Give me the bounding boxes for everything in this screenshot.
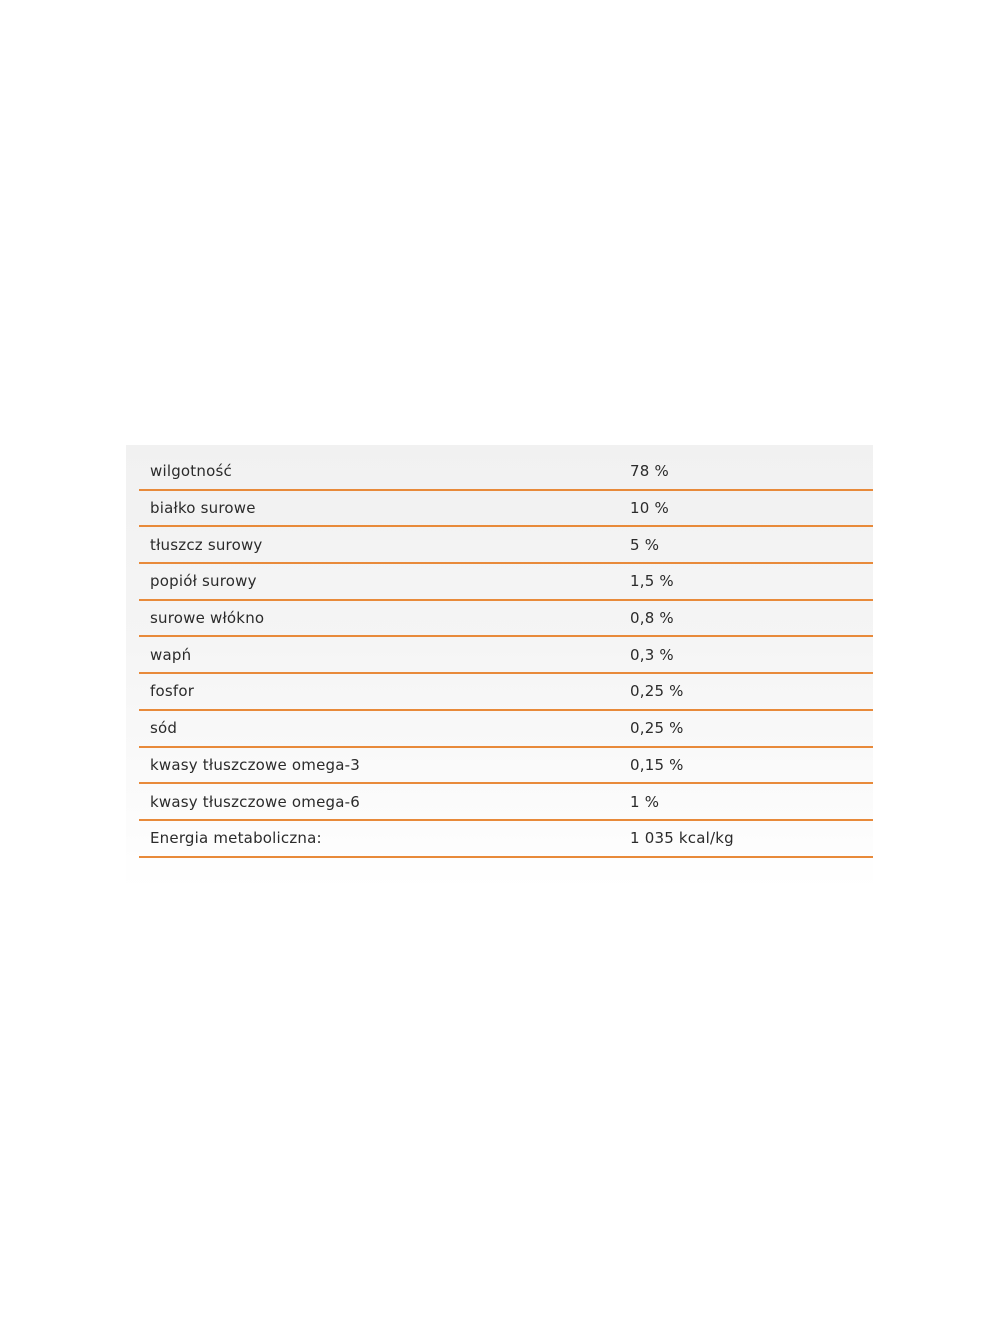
table-row (139, 784, 873, 821)
nutrient-value: 0,25 % (630, 682, 684, 701)
nutrient-name: tłuszcz surowy (150, 535, 263, 554)
nutrient-value: 10 % (630, 499, 669, 518)
nutrient-value: 0,3 % (630, 645, 674, 664)
table-row (139, 674, 873, 711)
table-row (139, 711, 873, 748)
nutrient-value: 5 % (630, 535, 660, 554)
nutrient-name: fosfor (150, 682, 195, 701)
nutrient-name: surowe włókno (150, 609, 265, 628)
nutrient-value: 1,5 % (630, 572, 674, 591)
nutrient-value: 0,15 % (630, 755, 684, 774)
nutrient-name: wapń (150, 645, 192, 664)
nutrient-name: Energia metaboliczna: (150, 829, 322, 848)
nutrient-name: popiół surowy (150, 572, 257, 591)
nutrient-value: 1 % (630, 792, 660, 811)
table-row (139, 601, 873, 638)
nutrient-name: sód (150, 719, 178, 738)
nutrient-value: 0,25 % (630, 719, 684, 738)
table-row (139, 821, 873, 858)
table-row (139, 748, 873, 785)
nutrient-name: wilgotność (150, 462, 232, 481)
table-row (139, 491, 873, 528)
nutrient-value: 1 035 kcal/kg (630, 829, 734, 848)
table-row (139, 637, 873, 674)
table-row (139, 527, 873, 564)
nutrient-value: 78 % (630, 462, 669, 481)
table-row (139, 564, 873, 601)
table-row (139, 454, 873, 491)
nutrient-value: 0,8 % (630, 609, 674, 628)
nutrition-table (139, 454, 873, 858)
nutrient-name: białko surowe (150, 499, 256, 518)
nutrient-name: kwasy tłuszczowe omega-3 (150, 755, 360, 774)
nutrient-name: kwasy tłuszczowe omega-6 (150, 792, 360, 811)
nutrition-panel (126, 445, 873, 890)
